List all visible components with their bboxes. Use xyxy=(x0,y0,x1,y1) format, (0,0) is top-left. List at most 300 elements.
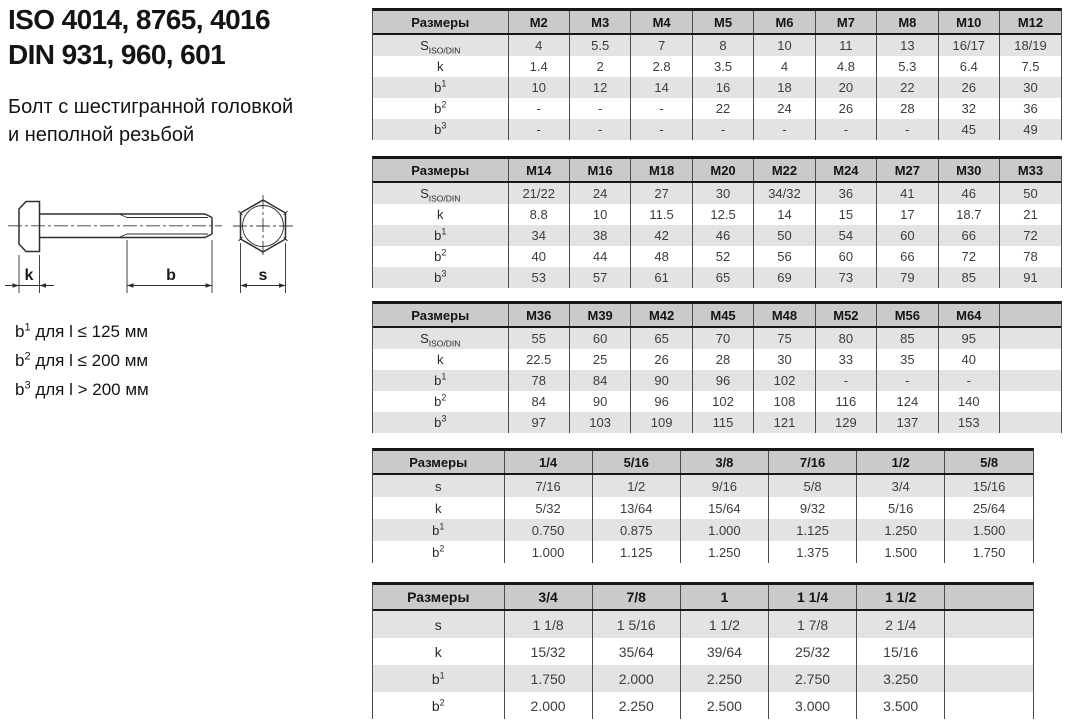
row-label-superscript: 2 xyxy=(441,247,447,258)
value-cell: 13 xyxy=(877,34,938,56)
value-cell: 137 xyxy=(877,412,938,433)
table-row xyxy=(373,610,1033,638)
row-label-superscript: 1 xyxy=(441,371,447,382)
row-label-base: b xyxy=(434,394,442,409)
value-cell: 60 xyxy=(815,246,876,267)
value-cell: 40 xyxy=(508,246,569,267)
table-row xyxy=(373,391,1061,412)
value-cell: 5/32 xyxy=(504,497,592,519)
row-label-base: b xyxy=(431,697,440,714)
column-header: 1/2 xyxy=(857,451,945,474)
k-arrow-right xyxy=(40,283,47,288)
value-cell: 96 xyxy=(692,370,753,391)
row-label xyxy=(373,182,508,204)
row-label xyxy=(373,34,508,56)
table-header xyxy=(373,451,1033,474)
row-label xyxy=(373,225,508,246)
value-cell: 15/64 xyxy=(680,497,768,519)
table-header xyxy=(373,159,1061,182)
value-cell: 4.8 xyxy=(815,56,876,77)
value-cell: 73 xyxy=(815,267,876,288)
value-cell: 18 xyxy=(754,77,815,98)
row-label xyxy=(373,391,508,412)
value-cell: 26 xyxy=(938,77,999,98)
column-header: M24 xyxy=(815,159,876,182)
row-label-base: b xyxy=(434,249,442,264)
note-b3: $b^3$ для l > 200 мм xyxy=(15,379,149,399)
value-cell: 85 xyxy=(877,327,938,349)
value-cell: 78 xyxy=(1000,246,1062,267)
value-cell: 26 xyxy=(815,98,876,119)
empty-cell xyxy=(945,610,1033,638)
value-cell: 36 xyxy=(1000,98,1062,119)
row-label xyxy=(373,474,504,497)
table-row xyxy=(373,638,1033,665)
value-cell: 14 xyxy=(631,77,692,98)
row-label-base: b xyxy=(431,670,440,687)
value-cell: 1.375 xyxy=(768,541,856,563)
value-cell: 38 xyxy=(569,225,630,246)
table-row xyxy=(373,204,1061,225)
table-row xyxy=(373,77,1061,98)
value-cell: 90 xyxy=(569,391,630,412)
value-cell: 103 xyxy=(569,412,630,433)
table-body xyxy=(373,474,1033,563)
table-header xyxy=(373,11,1061,34)
empty-cell xyxy=(1000,391,1062,412)
value-cell: 2.750 xyxy=(768,665,856,692)
value-cell: 65 xyxy=(692,267,753,288)
value-cell: 16/17 xyxy=(938,34,999,56)
row-label-base: s xyxy=(434,616,442,633)
value-cell: - xyxy=(877,370,938,391)
value-cell: 42 xyxy=(631,225,692,246)
title-din: DIN 931, 960, 601 xyxy=(8,39,226,70)
value-cell: 85 xyxy=(938,267,999,288)
value-cell: 8.8 xyxy=(508,204,569,225)
bolt-technical-drawing xyxy=(0,190,310,315)
row-label-base: k xyxy=(435,500,442,516)
table-row xyxy=(373,370,1061,391)
value-cell: - xyxy=(508,119,569,140)
row-label-base: b xyxy=(432,544,440,560)
empty-column-header xyxy=(1000,304,1062,327)
table-body xyxy=(373,182,1061,288)
column-header: 3/4 xyxy=(504,585,592,610)
row-label-superscript: 1 xyxy=(441,78,447,89)
value-cell: 9/32 xyxy=(768,497,856,519)
value-cell: 17 xyxy=(877,204,938,225)
header-label: Размеры xyxy=(373,451,504,474)
value-cell: 7/16 xyxy=(504,474,592,497)
value-cell: 34/32 xyxy=(754,182,815,204)
value-cell: 34 xyxy=(508,225,569,246)
column-header: M6 xyxy=(754,11,815,34)
value-cell: 109 xyxy=(631,412,692,433)
table-metric-m14-m33 xyxy=(372,156,1062,288)
value-cell: 129 xyxy=(815,412,876,433)
header-row xyxy=(373,159,1061,182)
value-cell: 1.125 xyxy=(768,519,856,541)
value-cell: 1.125 xyxy=(592,541,680,563)
page-title xyxy=(8,2,270,72)
table-row xyxy=(373,692,1033,719)
value-cell: 65 xyxy=(631,327,692,349)
value-cell: 14 xyxy=(754,204,815,225)
value-cell: 124 xyxy=(877,391,938,412)
value-cell: 15/16 xyxy=(945,474,1033,497)
value-cell: 27 xyxy=(631,182,692,204)
value-cell: - xyxy=(692,119,753,140)
value-cell: 72 xyxy=(1000,225,1062,246)
value-cell: 2.8 xyxy=(631,56,692,77)
value-cell: - xyxy=(815,370,876,391)
value-cell: 25 xyxy=(569,349,630,370)
row-label xyxy=(373,412,508,433)
end-chamfer-bottom xyxy=(205,234,212,238)
empty-cell xyxy=(945,665,1033,692)
row-label xyxy=(373,204,508,225)
row-label-superscript: 2 xyxy=(441,99,447,110)
table-row xyxy=(373,412,1061,433)
value-cell: 78 xyxy=(508,370,569,391)
table-row xyxy=(373,519,1033,541)
value-cell: 1.750 xyxy=(504,665,592,692)
value-cell: 10 xyxy=(569,204,630,225)
value-cell: 39/64 xyxy=(680,638,768,665)
row-label xyxy=(373,370,508,391)
value-cell: 90 xyxy=(631,370,692,391)
table-row xyxy=(373,56,1061,77)
table-row xyxy=(373,225,1061,246)
column-header: 1/4 xyxy=(504,451,592,474)
value-cell: 25/32 xyxy=(768,638,856,665)
value-cell: - xyxy=(631,98,692,119)
row-label xyxy=(373,119,508,140)
value-cell: 66 xyxy=(938,225,999,246)
value-cell: 84 xyxy=(508,391,569,412)
row-label-base: k xyxy=(437,207,444,222)
value-cell: 1.250 xyxy=(680,541,768,563)
dimension-table xyxy=(373,585,1033,719)
b-arrow-left xyxy=(127,283,134,288)
value-cell: 1.750 xyxy=(945,541,1033,563)
column-header: 3/8 xyxy=(680,451,768,474)
table-row xyxy=(373,34,1061,56)
table-header xyxy=(373,304,1061,327)
value-cell: 11 xyxy=(815,34,876,56)
dim-label-k: k xyxy=(24,267,34,284)
row-label-superscript: 3 xyxy=(441,413,447,424)
row-label-base: b xyxy=(434,80,442,95)
table-row xyxy=(373,267,1061,288)
row-label-base: S xyxy=(420,38,429,53)
value-cell: 30 xyxy=(754,349,815,370)
value-cell: 69 xyxy=(754,267,815,288)
table-body xyxy=(373,610,1033,719)
value-cell: 115 xyxy=(692,412,753,433)
row-label xyxy=(373,267,508,288)
value-cell: 56 xyxy=(754,246,815,267)
column-header: 1 1/4 xyxy=(768,585,856,610)
table-row xyxy=(373,497,1033,519)
row-label xyxy=(373,610,504,638)
row-label xyxy=(373,77,508,98)
value-cell: 70 xyxy=(692,327,753,349)
dim-label-s: s xyxy=(258,267,268,284)
value-cell: 7 xyxy=(631,34,692,56)
value-cell: 46 xyxy=(692,225,753,246)
column-header: M56 xyxy=(877,304,938,327)
value-cell: 2 1/4 xyxy=(857,610,945,638)
row-label-base: S xyxy=(420,186,429,201)
row-label-base: s xyxy=(435,478,442,494)
row-label xyxy=(373,665,504,692)
value-cell: 22 xyxy=(877,77,938,98)
value-cell: 15/32 xyxy=(504,638,592,665)
value-cell: 2.000 xyxy=(592,665,680,692)
value-cell: 36 xyxy=(815,182,876,204)
column-header: M4 xyxy=(631,11,692,34)
value-cell: 0.875 xyxy=(592,519,680,541)
row-label xyxy=(373,327,508,349)
column-header: 1 1/2 xyxy=(857,585,945,610)
value-cell: 5/8 xyxy=(768,474,856,497)
column-header: M48 xyxy=(754,304,815,327)
value-cell: 50 xyxy=(1000,182,1062,204)
dimension-table xyxy=(373,159,1061,288)
column-header: M36 xyxy=(508,304,569,327)
b-arrow-right xyxy=(206,283,213,288)
empty-cell xyxy=(1000,349,1062,370)
value-cell: 1.500 xyxy=(857,541,945,563)
table-header xyxy=(373,585,1033,610)
empty-cell xyxy=(1000,327,1062,349)
value-cell: 95 xyxy=(938,327,999,349)
table-row xyxy=(373,119,1061,140)
value-cell: 30 xyxy=(692,182,753,204)
column-header: M39 xyxy=(569,304,630,327)
subtitle-line2: и неполной резьбой xyxy=(8,124,195,146)
row-label-base: b xyxy=(434,373,442,388)
column-header: M12 xyxy=(1000,11,1062,34)
value-cell: 40 xyxy=(938,349,999,370)
table-inch-quarter-fiveeighths xyxy=(372,448,1034,563)
value-cell: 10 xyxy=(754,34,815,56)
header-label: Размеры xyxy=(373,159,508,182)
value-cell: 8 xyxy=(692,34,753,56)
value-cell: 60 xyxy=(877,225,938,246)
dimension-table xyxy=(373,451,1033,563)
header-label: Размеры xyxy=(373,11,508,34)
table-row xyxy=(373,541,1033,563)
empty-cell xyxy=(1000,412,1062,433)
column-header: M18 xyxy=(631,159,692,182)
value-cell: 61 xyxy=(631,267,692,288)
value-cell: 6.4 xyxy=(938,56,999,77)
bolt-head-side xyxy=(19,202,40,252)
column-header: M27 xyxy=(877,159,938,182)
row-label-superscript: 3 xyxy=(441,120,447,131)
column-header: M42 xyxy=(631,304,692,327)
header-row xyxy=(373,11,1061,34)
value-cell: 4 xyxy=(754,56,815,77)
row-label-base: b xyxy=(434,228,442,243)
value-cell: 9/16 xyxy=(680,474,768,497)
row-label-superscript: 2 xyxy=(439,696,445,707)
value-cell: 10 xyxy=(508,77,569,98)
row-label-superscript: 2 xyxy=(439,543,445,554)
value-cell: 79 xyxy=(877,267,938,288)
page-subtitle xyxy=(8,93,293,149)
value-cell: 84 xyxy=(569,370,630,391)
column-header: M45 xyxy=(692,304,753,327)
value-cell: 35/64 xyxy=(592,638,680,665)
value-cell: 5.5 xyxy=(569,34,630,56)
value-cell: 7.5 xyxy=(1000,56,1062,77)
value-cell: 1/2 xyxy=(592,474,680,497)
value-cell: 53 xyxy=(508,267,569,288)
column-header: M33 xyxy=(1000,159,1062,182)
value-cell: 52 xyxy=(692,246,753,267)
value-cell: 97 xyxy=(508,412,569,433)
value-cell: - xyxy=(569,98,630,119)
column-header: M8 xyxy=(877,11,938,34)
value-cell: 49 xyxy=(1000,119,1062,140)
value-cell: 1.250 xyxy=(857,519,945,541)
header-label: Размеры xyxy=(373,304,508,327)
row-label-base: b xyxy=(434,122,442,137)
row-label-base: b xyxy=(434,415,442,430)
s-arrow-left xyxy=(241,283,248,288)
row-label-subscript: ISO/DIN xyxy=(428,193,461,204)
row-label-subscript: ISO/DIN xyxy=(428,338,461,349)
table-row xyxy=(373,349,1061,370)
value-cell: 25/64 xyxy=(945,497,1033,519)
note-b1: $b^1$ для l ≤ 125 мм xyxy=(15,321,149,341)
value-cell: 116 xyxy=(815,391,876,412)
value-cell: 11.5 xyxy=(631,204,692,225)
value-cell: 21 xyxy=(1000,204,1062,225)
row-label-superscript: 1 xyxy=(439,521,445,532)
value-cell: 3.5 xyxy=(692,56,753,77)
value-cell: 4 xyxy=(508,34,569,56)
value-cell: 41 xyxy=(877,182,938,204)
column-header: 5/16 xyxy=(592,451,680,474)
value-cell: 2 xyxy=(569,56,630,77)
value-cell: 153 xyxy=(938,412,999,433)
table-row xyxy=(373,474,1033,497)
row-label-base: b xyxy=(434,270,442,285)
value-cell: 48 xyxy=(631,246,692,267)
value-cell: 3.500 xyxy=(857,692,945,719)
value-cell: 0.750 xyxy=(504,519,592,541)
column-header: M5 xyxy=(692,11,753,34)
column-header: M22 xyxy=(754,159,815,182)
column-header: M30 xyxy=(938,159,999,182)
empty-cell xyxy=(945,638,1033,665)
value-cell: 55 xyxy=(508,327,569,349)
dim-label-b: b xyxy=(166,267,176,284)
value-cell: 15/16 xyxy=(857,638,945,665)
value-cell: 2.250 xyxy=(592,692,680,719)
column-header: 1 xyxy=(680,585,768,610)
row-label xyxy=(373,692,504,719)
column-header: M20 xyxy=(692,159,753,182)
subtitle-line1: Болт с шестигранной головкой xyxy=(8,96,294,118)
value-cell: 45 xyxy=(938,119,999,140)
value-cell: 12.5 xyxy=(692,204,753,225)
value-cell: 72 xyxy=(938,246,999,267)
value-cell: 20 xyxy=(815,77,876,98)
value-cell: 3/4 xyxy=(857,474,945,497)
value-cell: 26 xyxy=(631,349,692,370)
value-cell: 18.7 xyxy=(938,204,999,225)
table-metric-m2-m12 xyxy=(372,8,1062,140)
value-cell: 140 xyxy=(938,391,999,412)
column-header: M64 xyxy=(938,304,999,327)
end-chamfer-top xyxy=(205,214,212,218)
table-row xyxy=(373,665,1033,692)
value-cell: 15 xyxy=(815,204,876,225)
value-cell: 121 xyxy=(754,412,815,433)
value-cell: - xyxy=(815,119,876,140)
value-cell: - xyxy=(631,119,692,140)
empty-cell xyxy=(945,692,1033,719)
table-row xyxy=(373,327,1061,349)
value-cell: 5.3 xyxy=(877,56,938,77)
value-cell: 24 xyxy=(569,182,630,204)
value-cell: 21/22 xyxy=(508,182,569,204)
value-cell: 35 xyxy=(877,349,938,370)
empty-cell xyxy=(1000,370,1062,391)
header-row xyxy=(373,451,1033,474)
value-cell: 102 xyxy=(692,391,753,412)
value-cell: 28 xyxy=(877,98,938,119)
value-cell: 22.5 xyxy=(508,349,569,370)
value-cell: 46 xyxy=(938,182,999,204)
row-label xyxy=(373,56,508,77)
dimension-table xyxy=(373,304,1061,433)
k-arrow-left xyxy=(13,283,20,288)
value-cell: 2.250 xyxy=(680,665,768,692)
value-cell: 28 xyxy=(692,349,753,370)
header-row xyxy=(373,304,1061,327)
table-row xyxy=(373,182,1061,204)
value-cell: 50 xyxy=(754,225,815,246)
row-label xyxy=(373,246,508,267)
value-cell: 1.500 xyxy=(945,519,1033,541)
value-cell: 18/19 xyxy=(1000,34,1062,56)
value-cell: - xyxy=(938,370,999,391)
value-cell: 96 xyxy=(631,391,692,412)
table-row xyxy=(373,98,1061,119)
value-cell: 75 xyxy=(754,327,815,349)
table-row xyxy=(373,246,1061,267)
column-header: M16 xyxy=(569,159,630,182)
row-label xyxy=(373,98,508,119)
value-cell: 12 xyxy=(569,77,630,98)
column-header: 5/8 xyxy=(945,451,1033,474)
column-header: M3 xyxy=(569,11,630,34)
value-cell: - xyxy=(569,119,630,140)
value-cell: 33 xyxy=(815,349,876,370)
row-label-superscript: 3 xyxy=(441,268,447,279)
value-cell: 24 xyxy=(754,98,815,119)
row-label-superscript: 1 xyxy=(439,669,445,680)
row-label-subscript: ISO/DIN xyxy=(428,45,461,56)
s-arrow-right xyxy=(279,283,286,288)
